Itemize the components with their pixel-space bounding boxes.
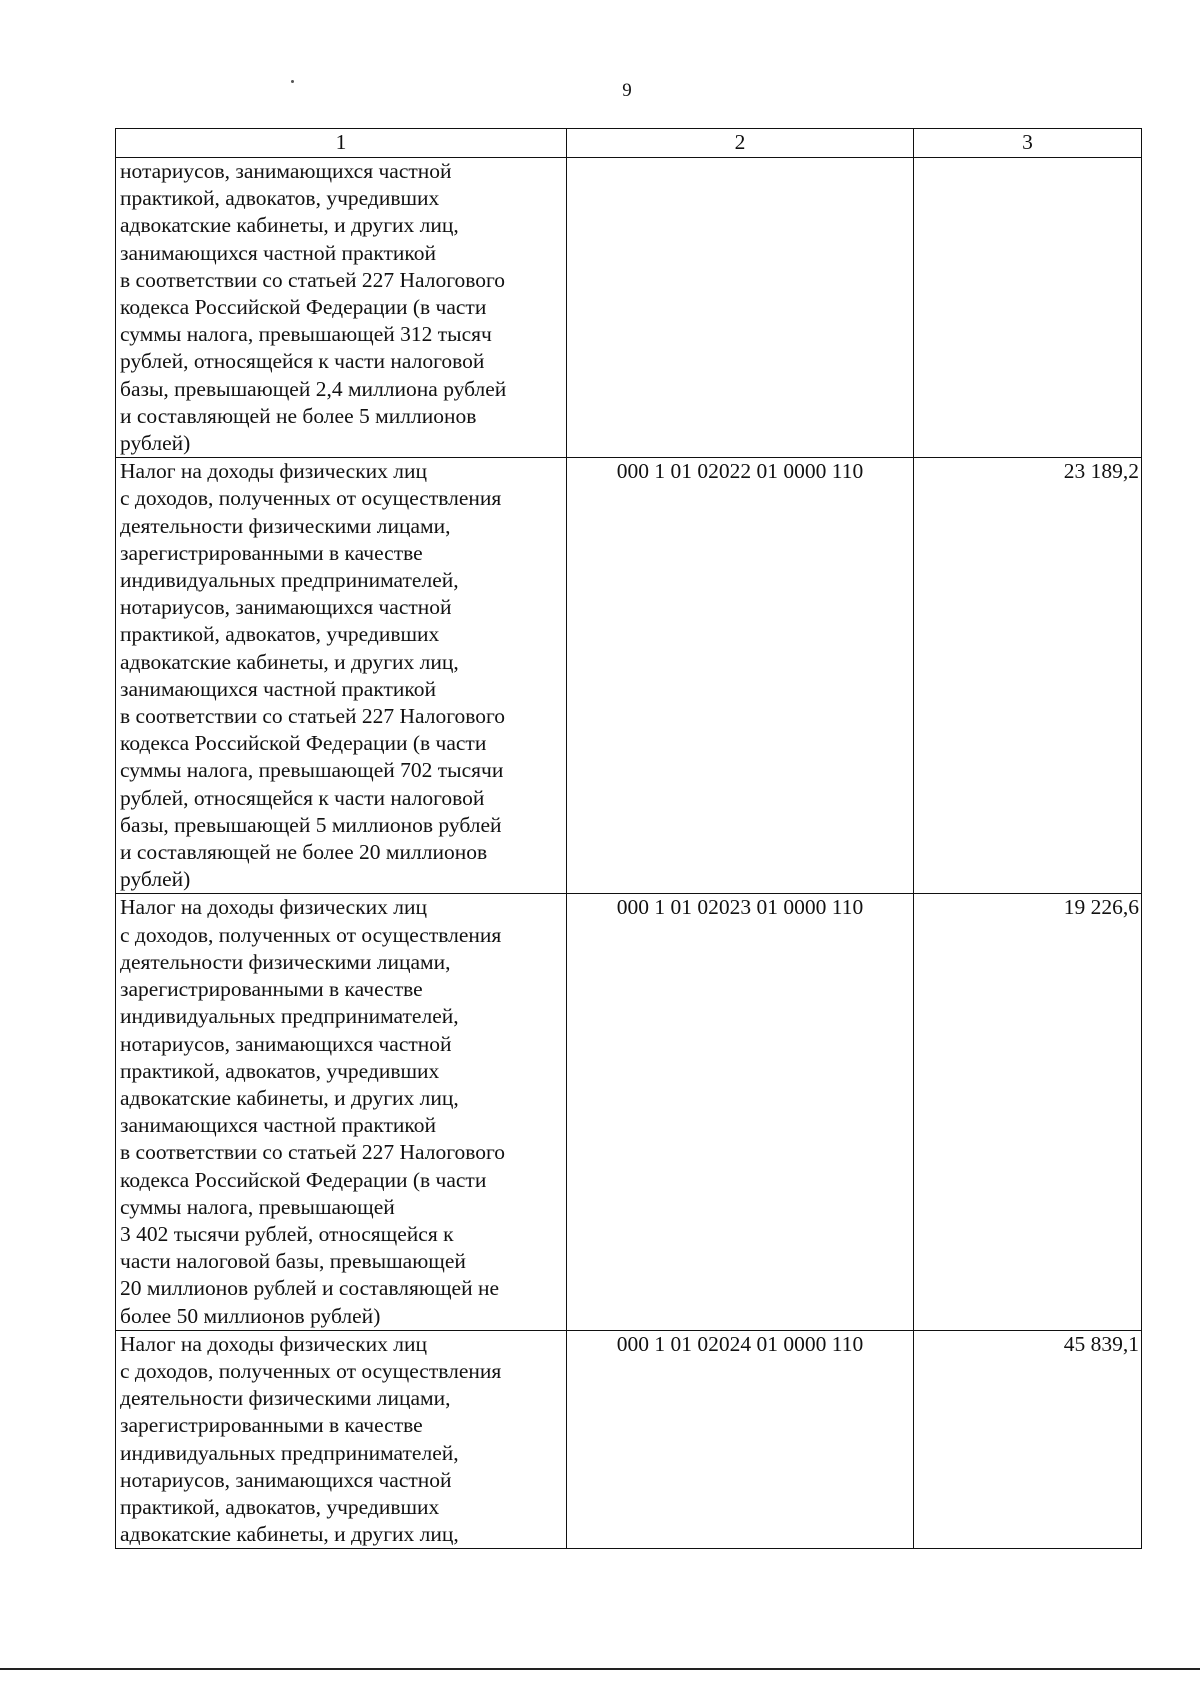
description-line: суммы налога, превышающей 312 тысяч bbox=[120, 322, 492, 347]
description-line: адвокатские кабинеты, и других лиц, bbox=[120, 1085, 459, 1110]
description-line: рублей, относящейся к части налоговой bbox=[120, 785, 485, 810]
description-line: суммы налога, превышающей 702 тысячи bbox=[120, 758, 504, 783]
amount-value: 45 839,1 bbox=[914, 1330, 1142, 1549]
description-line: с доходов, полученных от осуществления bbox=[120, 486, 502, 511]
description-line: занимающихся частной практикой bbox=[120, 240, 437, 265]
description-line: Налог на доходы физических лиц bbox=[120, 1331, 428, 1356]
description-line: занимающихся частной практикой bbox=[120, 1113, 437, 1138]
column-header-3: 3 bbox=[914, 129, 1142, 158]
description-line: адвокатские кабинеты, и других лиц, bbox=[120, 649, 459, 674]
amount-value: 23 189,2 bbox=[914, 458, 1142, 894]
description-line: практикой, адвокатов, учредивших bbox=[120, 1494, 440, 1519]
description-line: кодекса Российской Федерации (в части bbox=[120, 731, 487, 756]
table-row bbox=[116, 158, 1142, 458]
description-line: адвокатские кабинеты, и других лиц, bbox=[120, 213, 459, 238]
description-line: более 50 миллионов рублей) bbox=[120, 1303, 381, 1328]
table-header-row bbox=[116, 129, 1142, 158]
table-row bbox=[116, 458, 1142, 894]
description-line: рублей) bbox=[120, 431, 191, 456]
budget-classification-code: 000 1 01 02024 01 0000 110 bbox=[567, 1330, 914, 1549]
description-line: индивидуальных предпринимателей, bbox=[120, 1440, 459, 1465]
table-row bbox=[116, 894, 1142, 1330]
table-row bbox=[116, 1330, 1142, 1549]
description-line: в соответствии со статьей 227 Налогового bbox=[120, 267, 506, 292]
amount-value bbox=[914, 158, 1142, 458]
description-line: суммы налога, превышающей bbox=[120, 1194, 395, 1219]
tax-description bbox=[116, 158, 567, 458]
description-line: 3 402 тысячи рублей, относящейся к bbox=[120, 1221, 454, 1246]
page-number: 9 bbox=[622, 80, 632, 101]
tax-description bbox=[116, 894, 567, 1330]
description-line: нотариусов, занимающихся частной bbox=[120, 1467, 452, 1492]
column-header-1: 1 bbox=[116, 129, 567, 158]
description-line: занимающихся частной практикой bbox=[120, 676, 437, 701]
description-line: деятельности физическими лицами, bbox=[120, 1386, 451, 1411]
tax-description bbox=[116, 458, 567, 894]
description-line: с доходов, полученных от осуществления bbox=[120, 1358, 502, 1383]
description-line: адвокатские кабинеты, и других лиц, bbox=[120, 1522, 459, 1547]
description-line: в соответствии со статьей 227 Налогового bbox=[120, 704, 506, 729]
budget-classification-code: 000 1 01 02022 01 0000 110 bbox=[567, 458, 914, 894]
description-line: базы, превышающей 5 миллионов рублей bbox=[120, 812, 502, 837]
description-line: зарегистрированными в качестве bbox=[120, 977, 423, 1002]
description-line: кодекса Российской Федерации (в части bbox=[120, 295, 487, 320]
description-line: с доходов, полученных от осуществления bbox=[120, 922, 502, 947]
description-line: нотариусов, занимающихся частной bbox=[120, 1031, 452, 1056]
description-line: индивидуальных предпринимателей, bbox=[120, 1004, 459, 1029]
description-line: Налог на доходы физических лиц bbox=[120, 895, 428, 920]
description-line: Налог на доходы физических лиц bbox=[120, 459, 428, 484]
revenue-table bbox=[115, 128, 1142, 1549]
description-line: рублей, относящейся к части налоговой bbox=[120, 349, 485, 374]
description-line: кодекса Российской Федерации (в части bbox=[120, 1167, 487, 1192]
description-line: и составляющей не более 20 миллионов bbox=[120, 840, 488, 865]
description-line: практикой, адвокатов, учредивших bbox=[120, 1058, 440, 1083]
description-line: зарегистрированными в качестве bbox=[120, 540, 423, 565]
description-line: деятельности физическими лицами, bbox=[120, 513, 451, 538]
description-line: нотариусов, занимающихся частной bbox=[120, 595, 452, 620]
description-line: части налоговой базы, превышающей bbox=[120, 1249, 466, 1274]
description-line: нотариусов, занимающихся частной bbox=[120, 159, 452, 183]
budget-classification-code: 000 1 01 02023 01 0000 110 bbox=[567, 894, 914, 1330]
description-line: 20 миллионов рублей и составляющей не bbox=[120, 1276, 500, 1301]
description-line: деятельности физическими лицами, bbox=[120, 949, 451, 974]
description-line: и составляющей не более 5 миллионов bbox=[120, 403, 477, 428]
column-header-2: 2 bbox=[567, 129, 914, 158]
description-line: индивидуальных предпринимателей, bbox=[120, 568, 459, 593]
tax-description bbox=[116, 1330, 567, 1549]
description-line: практикой, адвокатов, учредивших bbox=[120, 622, 440, 647]
description-line: практикой, адвокатов, учредивших bbox=[120, 186, 440, 211]
page-bottom-rule bbox=[0, 1668, 1200, 1670]
description-line: базы, превышающей 2,4 миллиона рублей bbox=[120, 376, 507, 401]
description-line: зарегистрированными в качестве bbox=[120, 1413, 423, 1438]
description-line: в соответствии со статьей 227 Налогового bbox=[120, 1140, 506, 1165]
amount-value: 19 226,6 bbox=[914, 894, 1142, 1330]
description-line: рублей) bbox=[120, 867, 191, 892]
budget-classification-code bbox=[567, 158, 914, 458]
